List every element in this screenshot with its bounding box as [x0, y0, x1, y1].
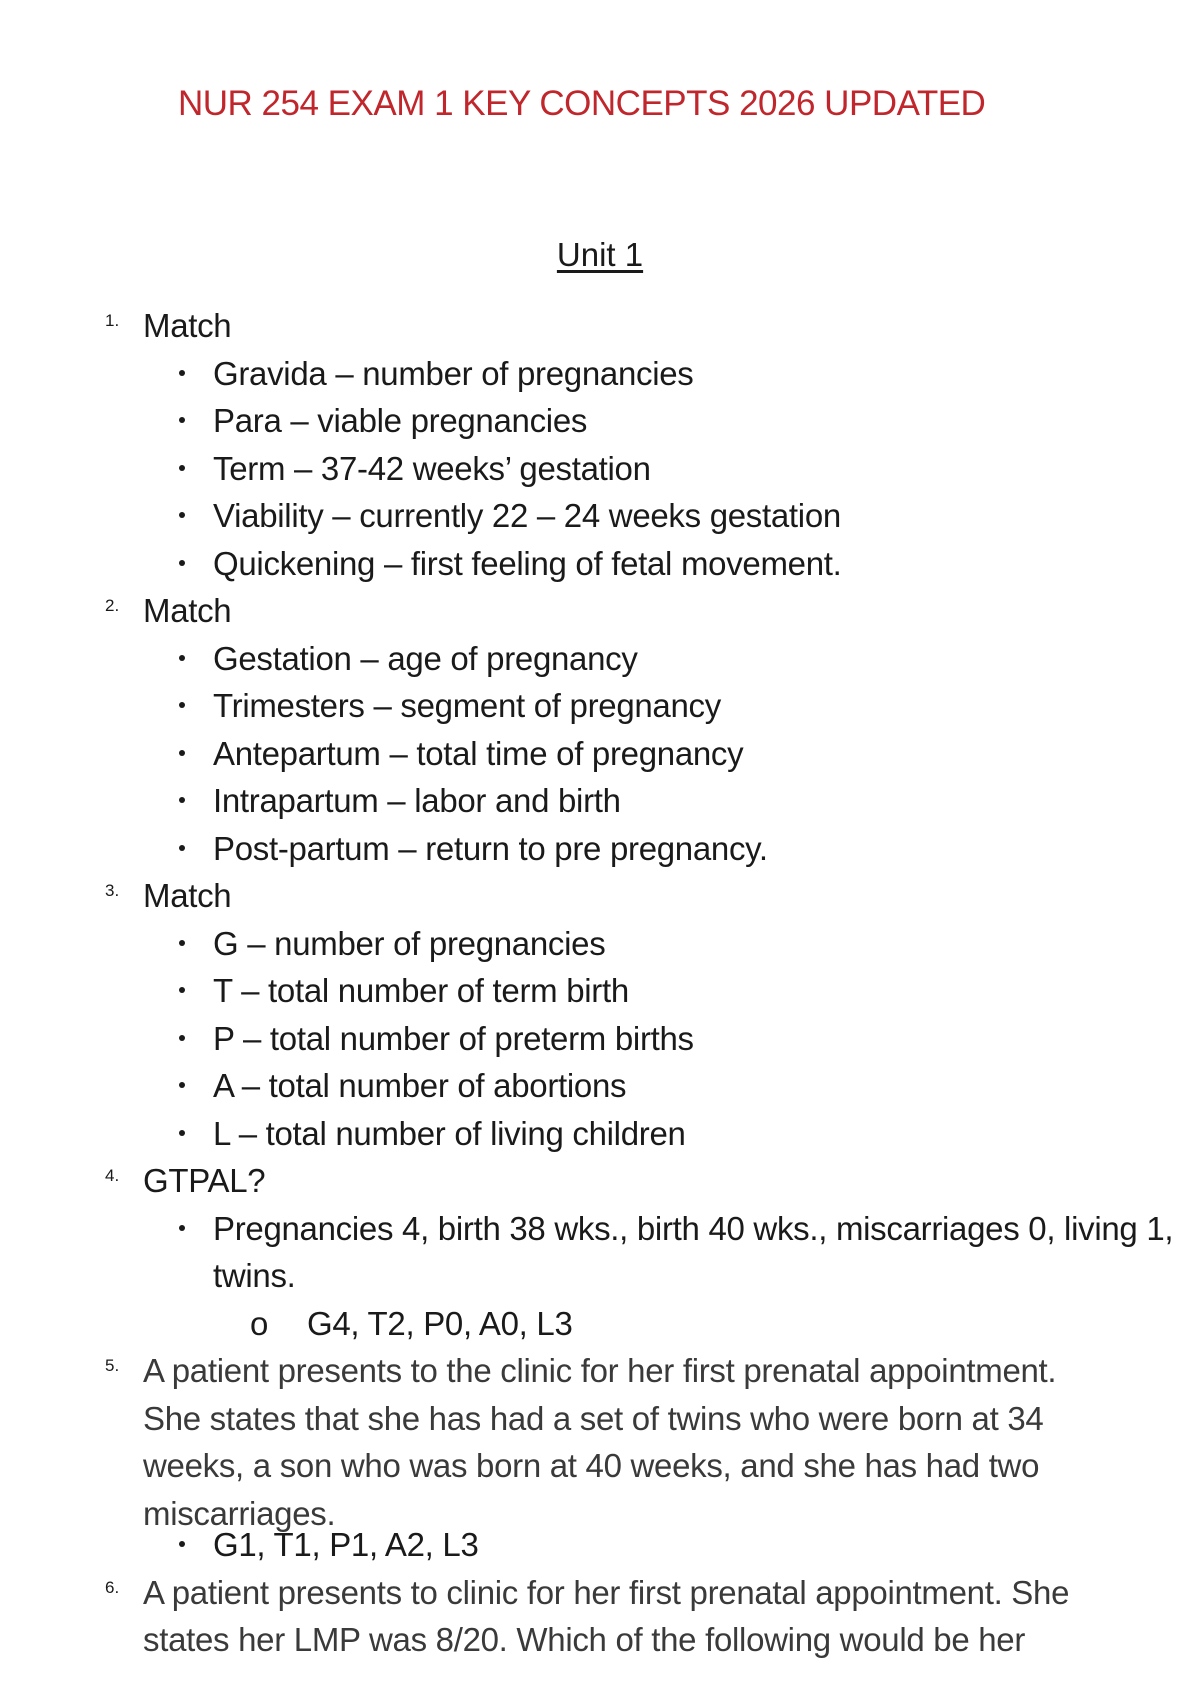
list-item: A – total number of abortions	[143, 1062, 1200, 1110]
bullet-list	[143, 920, 1200, 1158]
bullet-icon	[179, 797, 185, 803]
list-item: G – number of pregnancies	[143, 920, 1200, 968]
question-text: Match	[143, 592, 232, 629]
answer-text: G4, T2, P0, A0, L3	[307, 1304, 573, 1342]
list-item: Term – 37-42 weeks’ gestation	[143, 445, 1200, 493]
bullet-list	[143, 1521, 1200, 1569]
bullet-icon	[179, 940, 185, 946]
list-item: T – total number of term birth	[143, 967, 1200, 1015]
bullet-icon	[179, 1225, 185, 1231]
question-text: GTPAL?	[143, 1162, 266, 1199]
question-number: 3.	[105, 881, 120, 900]
bullet-icon	[179, 845, 185, 851]
list-item: Antepartum – total time of pregnancy	[143, 730, 1200, 778]
list-item: Gestation – age of pregnancy	[143, 635, 1200, 683]
question-number: 2.	[105, 596, 120, 615]
bullet-list	[143, 635, 1200, 873]
bullet-icon	[179, 1035, 185, 1041]
question-text: Match	[143, 307, 232, 344]
question-list	[0, 302, 1200, 1664]
question-number: 4.	[105, 1166, 120, 1185]
list-item: Gravida – number of pregnancies	[143, 350, 1200, 398]
question-1	[0, 302, 1200, 587]
list-item: Trimesters – segment of pregnancy	[143, 682, 1200, 730]
list-item: P – total number of preterm births	[143, 1015, 1200, 1063]
bullet-icon	[179, 1082, 185, 1088]
bullet-icon	[179, 987, 185, 993]
list-item: G1, T1, P1, A2, L3	[143, 1521, 1200, 1569]
document-title: NUR 254 EXAM 1 KEY CONCEPTS 2026 UPDATED	[178, 84, 986, 123]
bullet-icon	[179, 560, 185, 566]
bullet-icon	[179, 1541, 185, 1547]
question-5	[0, 1347, 1200, 1569]
list-item: Post-partum – return to pre pregnancy.	[143, 825, 1200, 873]
question-3	[0, 872, 1200, 1157]
list-item: Quickening – first feeling of fetal movement.	[143, 540, 1200, 588]
question-text: A patient presents to clinic for her first prenatal appointment. She states her LMP was 8/20. Which of the following would be her	[143, 1573, 1070, 1658]
question-text: Match	[143, 877, 232, 914]
bullet-icon	[179, 417, 185, 423]
question-number: 1.	[105, 311, 120, 330]
bullet-list	[143, 350, 1200, 588]
list-item: Viability – currently 22 – 24 weeks gestation	[143, 492, 1200, 540]
question-4	[0, 1157, 1200, 1347]
question-6	[0, 1569, 1200, 1664]
sub-answer	[143, 1300, 1200, 1348]
bullet-icon	[179, 1130, 185, 1136]
question-number: 6.	[105, 1577, 120, 1597]
question-number: 5.	[105, 1356, 120, 1375]
unit-heading: Unit 1	[556, 236, 644, 273]
bullet-icon	[179, 655, 185, 661]
list-item: Para – viable pregnancies	[143, 397, 1200, 445]
bullet-icon	[179, 370, 185, 376]
list-item: Pregnancies 4, birth 38 wks., birth 40 wks., miscarriages 0, living 1, twins.	[143, 1205, 1200, 1300]
bullet-icon	[179, 702, 185, 708]
bullet-list	[143, 1205, 1200, 1300]
question-2	[0, 587, 1200, 872]
bullet-icon	[179, 465, 185, 471]
bullet-icon	[179, 750, 185, 756]
list-item: Intrapartum – labor and birth	[143, 777, 1200, 825]
list-item: L – total number of living children	[143, 1110, 1200, 1158]
question-text: A patient presents to the clinic for her first prenatal appointment. She states that she has had a set of twins who were born at 34 weeks, a son who was born at 40 weeks, and she has had two miscarriages.	[143, 1352, 1057, 1532]
bullet-icon	[179, 512, 185, 518]
sub-bullet-marker: o	[250, 1304, 269, 1342]
